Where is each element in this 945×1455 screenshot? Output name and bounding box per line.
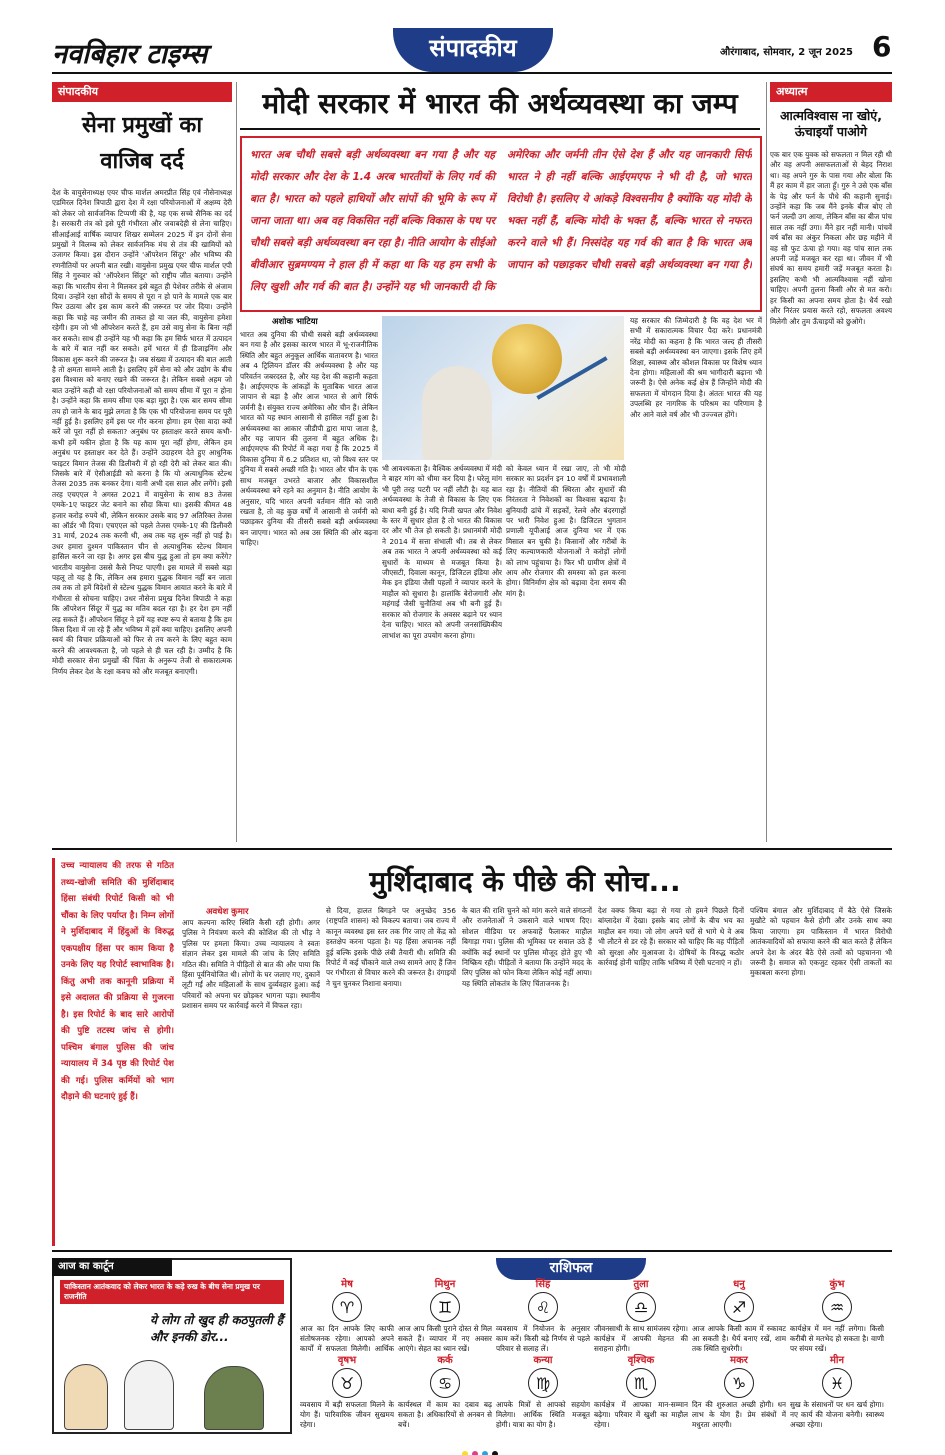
rashi-text: दिन की शुरुआत अच्छी होगी। धन लाभ के योग हैं। प्रेम संबंधों में मधुरता आएगी। [692,1400,786,1429]
zodiac-icon: ♈ [332,1292,362,1322]
lead-col3: को केवल ध्यान में रखा जाए, तो भी मोदी सरकार का प्रदर्शन इन 10 वर्षों में प्रभावशाली रहा है। नीतियों की स्थिरता और सुधारों की निरंतरता ने निवेशकों का विश्वास बढ़ाया है। बुनियादी ढांचे में सड़कों, रेलवे और बंदरगाहों पर भारी निवेश हुआ है। डिजिटल भुगतान प्रणाली यूपीआई आज दुनिया भर में एक मिसाल बन चुकी है। किसानों और गरीबों के लिए कल्याणकारी योजनाओं ने करोड़ों लोगों को लाभ पहुंचाया है। फिर भी ग्रामीण क्षेत्रों में आय और रोजगार की समस्या को हल करना होगा। विनिर्माण क्षेत्र को बढ़ावा देना समय की मांग है। [506,464,626,598]
rashi-card [692,1276,786,1354]
rashi-card [692,1352,786,1430]
rashi-name: मेष [341,1279,353,1290]
lead-pullquote: भारत अब चौथी सबसे बड़ी अर्थव्यवस्था बन गया है और यह मोदी सरकार और देश के 1.4 अरब भारतीयों के लिए गर्व की बात है। भारत को पहले हाथियों और सांपों की भूमि के रूप में जाना जाता था। अब वह विकसित नहीं बल्कि विकास के पथ पर चौथी सबसे बड़ी अर्थव्यवस्था बन रहा है। नीति आयोग के सीईओ बीवीआर सुब्रमण्यम ने हाल ही में कहा था कि यह हम सभी के लिए खुशी और गर्व की बात है। उन्होंने यह भी जानकारी दी कि अमेरिका और जर्मनी तीन ऐसे देश हैं और यह जानकारी सिर्फ भारत ने ही नहीं बल्कि आईएमएफ ने भी दी है, जो भारत विरोधी है। इसलिए ये आंकड़े विश्वसनीय है क्योंकि यह मोदी के भक्त नहीं हैं, बल्कि मोदी के भक्त हैं, बल्कि भारत से नफरत करने वाले भी हैं। निस्संदेह यह गर्व की बात है कि भारत अब जापान को पछाड़कर चौथी सबसे बड़ी अर्थव्यवस्था बन गया है। [250,149,752,293]
right-label: अध्यात्म [770,82,892,102]
sidebar-quote-box [52,858,174,1246]
rashi-name: मकर [730,1355,748,1366]
zodiac-icon: ♊ [430,1292,460,1322]
zodiac-icon: ♑ [724,1368,754,1398]
gold-coin-graphic [492,324,562,394]
second-col2: से दिया, हालत बिगड़ने पर अनुच्छेद 356 (राष्ट्रपति शासन) को विकल्प बताया। जब राज्य में कानून व्यवस्था इस स्तर तक गिर जाए तो केंद्र को हस्तक्षेप करना पड़ता है। यह हिंसा अचानक नहीं हुई बल्कि इसके पीछे लंबी तैयारी थी। समिति की रिपोर्ट में कई चौंकाने वाले तथ्य सामने आए हैं जिन पर गंभीरता से विचार करने की जरूरत है। दंगाइयों ने चुन चुनकर निशाना बनाया। [326,906,456,988]
second-col5: पश्चिम बंगाल और मुर्शिदाबाद में बैठे ऐसे जिसके मुखौटे को पहचान कैसे होगी और उनके साथ क्या किया जाएगा। हम पाकिस्तान में भारत विरोधी आतंकवादियों को सफाया करने की बात करते हैं लेकिन अपने देश के अंदर बैठे ऐसे तत्वों को पहचानना भी जरूरी है। समाज को एकजुट रहकर ऐसी ताकतों का मुकाबला करना होगा। [750,906,892,978]
rashi-name: सिंह [535,1279,551,1290]
cartoon-figure-right [204,1366,264,1430]
zodiac-icon: ♌ [528,1292,558,1322]
lead-pullquote-box [240,136,762,312]
zodiac-icon: ♒ [822,1292,852,1322]
rashi-name: तुला [633,1279,649,1290]
right-divider [766,82,767,842]
second-byline: अवधेश कुमार [206,907,249,917]
second-headline: मुर्शिदाबाद के पीछे की सोच... [369,865,681,898]
rashi-card [300,1276,394,1354]
editorial-label: संपादकीय [52,82,232,102]
bottom-separator [52,1250,892,1252]
rashi-card [790,1352,884,1430]
rashi-text: कार्यस्थल में काम का दबाव बढ़ सकता है। अधिकारियों से अनबन से बचें। [398,1400,492,1429]
zodiac-icon: ♋ [430,1368,460,1398]
rashi-text: व्यवसाय में बड़ी सफलता मिलने के योग हैं। पारिवारिक जीवन सुखमय रहेगा। [300,1400,394,1429]
lead-byline: अशोक भाटिया [272,317,318,327]
rashi-text: कार्यक्षेत्र में आपका मान-सम्मान बढ़ेगा। परिवार में खुशी का माहौल रहेगा। [594,1400,688,1429]
masthead-rule [52,72,892,74]
zodiac-icon: ♍ [528,1368,558,1398]
second-col1: आप कल्पना करिए स्थिति कैसी रही होगी। अगर पुलिस ने नियंत्रण करने की कोशिश की तो भीड़ ने पुलिस पर हमला किया। उच्च न्यायालय ने स्वतः संज्ञान लेकर इस मामले की जांच के लिए समिति गठित की। समिति ने पीड़ितों से बात की और पाया कि हिंसा पूर्वनियोजित थी। लोगों के घर जलाए गए, दुकानें लूटी गईं और महिलाओं के साथ दुर्व्यवहार हुआ। कई परिवारों को अपना घर छोड़कर भागना पड़ा। स्थानीय प्रशासन समय पर कार्रवाई करने में विफल रहा। [182,918,320,1011]
editorial-title: सेना प्रमुखों का वाजिब दर्द [81,113,203,174]
page-number: 6 [872,30,892,63]
masthead [0,0,945,80]
lead-col2: भी आवश्यकता है। वैश्विक अर्थव्यवस्था में मंदी ने बाहर मांग को धीमा कर दिया है। घरेलू मांग भी पूरी तरह पटरी पर नहीं लौटी है। यह बात अर्थव्यवस्था के तेजी से विकास के लिए एक बाधा बनी हुई है। यदि निजी खपत और निवेश के स्तर में सुधार होता है तो भारत की विकास दर और भी तेज हो सकती है। प्रधानमंत्री मोदी ने 2014 में सत्ता संभाली थी। तब से लेकर अब तक भारत ने अपनी अर्थव्यवस्था को कई सुधारों के माध्यम से मजबूत किया है। जीएसटी, दिवाला कानून, डिजिटल इंडिया और मेक इन इंडिया जैसी पहलों ने व्यापार करने के माहौल को सुधारा है। हालांकि बेरोजगारी और महंगाई जैसी चुनौतियां अब भी बनी हुई हैं। सरकार को रोजगार के अवसर बढ़ाने पर ध्यान देना चाहिए। भारत को अपनी जनसांख्यिकीय लाभांश का पूरा उपयोग करना होगा। [382,464,502,640]
rashi-card [496,1276,590,1354]
lead-col4: यह सरकार की जिम्मेदारी है कि वह देश भर में सभी में सकारात्मक विचार पैदा करे। प्रधानमंत्री नरेंद्र मोदी का कहना है कि भारत जल्द ही तीसरी सबसे बड़ी अर्थव्यवस्था बन जाएगा। इसके लिए हमें शिक्षा, स्वास्थ्य और कौशल विकास पर विशेष ध्यान देना होगा। महिलाओं की श्रम भागीदारी बढ़ाना भी जरूरी है। ऐसे अनेक कई क्षेत्र हैं जिन्होंने मोदी की सफलता में योगदान दिया है। अंततः भारत की यह उपलब्धि हर नागरिक के परिश्रम का परिणाम है और आने वाले वर्ष और भी उज्ज्वल होंगे। [630,316,762,419]
second-col3: के बात की राशि चुनने को मांग करने वाले संगठनों और राजनेताओं ने उकसाने वाले भाषण दिए। सोशल मीडिया पर अफवाहें फैलाकर माहौल बिगाड़ा गया। पुलिस की भूमिका पर सवाल उठे हैं क्योंकि कई स्थानों पर पुलिस मौजूद होते हुए भी निष्क्रिय रही। पीड़ितों ने बताया कि उन्होंने मदद के लिए पुलिस को फोन किया लेकिन कोई नहीं आया। यह स्थिति लोकतंत्र के लिए चिंताजनक है। [462,906,592,988]
rashi-name: वृश्चिक [627,1355,655,1366]
rashi-name: कर्क [437,1355,453,1366]
rashi-name: कन्या [533,1355,553,1366]
cartoon-caption: पाकिस्तान आतंकवाद को लेकर भारत के कड़े रुख के बीच सेना प्रमुख पर राजनीति [60,1280,284,1304]
lead-rule [240,128,760,130]
rashi-name: वृषभ [337,1355,357,1366]
rashi-card [398,1352,492,1430]
cartoon-figure-left [64,1364,108,1430]
lead-headline: मोदी सरकार में भारत की अर्थव्यवस्था का जम्प [262,87,738,120]
zodiac-icon: ♓ [822,1368,852,1398]
cartoon-bubble: ये लोग तो खुद ही कठपुतली हैं और इनकी डोर... [150,1313,284,1344]
editorial-body: देश के वायुसेनाध्यक्ष एयर चीफ मार्शल अमरप्रीत सिंह एवं नौसेनाध्यक्ष एडमिरल दिनेश त्रिपाठी द्वारा देश में रक्षा परियोजनाओं में अक्षम्य देरी को लेकर जो सार्वजनिक टिप्पणी की है, यह एक सच्चे सैनिक का दर्द है। सरकारी तंत्र को इसे पूरी गंभीरता और जवाबदेही से लेना चाहिए। सीआईआई वार्षिक व्यापार शिखर सम्मेलन 2025 में इन दोनों सेना प्रमुखों ने विलम्ब को लेकर सार्वजनिक मंच से तंत्र की खामियों को उजागर किया। इस दौरान उन्होंने 'ऑपरेशन सिंदूर' और भविष्य की रणनीतियों पर अपनी बात रखी। वायुसेना प्रमुख एयर चीफ मार्शल एपी सिंह ने गुरुवार को 'ऑपरेशन सिंदूर' को राष्ट्रीय जीत बताया। उन्होंने कहा कि भारतीय सेना ने मिलकर इसे बहुत ही पेशेवर तरीके से अंजाम दिया। उन्होंने रक्षा सौदों के समय से पूरा न हो पाने के मामले एक बार फिर उठाया और इस काम करने की जरूरत पर जोर दिया। उन्होंने कहा कि चाहे वह जमीन की ताकत हो या जल की, वायुसेना हमेशा रहेगी। हम जो भी ऑपरेशन करते हैं, हम उसे वायु सेना के बिना नहीं कर सकते। साथ ही उन्होंने यह भी कहा कि हम सिर्फ भारत में उत्पादन के बारे में बात नहीं कर सकते। हमें भारत में ही डिजाइनिंग और विकास शुरू करने की जरूरत है। जब संख्या में उत्पादन की बात आती है तो क्षमता सामने आती है। इसलिए हमें सेना को और उद्योग के बीच इस विश्वास को बनाए रखने की जरूरत है। लेकिन सबसे अहम जो बात उन्होंने कही वो रक्षा परियोजनाओं को समय सीमा में पूरा न होना है। उन्होंने कहा कि समय सीमा एक बड़ा मुद्दा है। एक बार समय सीमा तय हो जाने के बाद मुझे लगता है कि एक भी परियोजना समय पर पूरी नहीं हुई है। इसलिए हमें इस पर गौर करना होगा। हम ऐसा वादा क्यों करें जो पूरा नहीं हो सकता? अनुबंध पर हस्ताक्षर करते समय कभी-कभी हमें यकीन होता है कि यह काम पूरा नहीं होगा, लेकिन हम अनुबंध पर हस्ताक्षर कर देते हैं। उन्होंने उदाहरण देते हुए आधुनिक फाइटर विमान तेजस की डिलीवरी में हो रही देरी को लेकर बात की। जिसके बारे में ऐसीआईडी को करना है कि यो अत्याधुनिक स्टेल्थ तेजस 2035 तक बनकर देगा। यानी अभी दस साल और लगेंगे। इसी तरह एचएएल ने अगस्त 2021 में वायुसेना के साथ 83 तेजस एमके-1ए फाइटर जेट बनाने का सौदा किया था। इसकी कीमत 48 हजार करोड़ रुपये थी, लेकिन सरकार उसके बाद 97 अतिरिक्त तेजस का ऑर्डर भी दिया। एचएएल को पहले तेजस एमके-1ए की डिलीवरी 31 मार्च, 2024 तक करनी थी, अब तक यह शुरू नहीं हो पाई है। उधर हमारा दुश्मन पाकिस्तान चीन से अत्याधुनिक स्टेल्थ विमान हासिल करने जा रहा है। अगर इस बीच युद्ध हुआ तो हम क्या करेंगे? भारतीय वायुसेना उससे कैसे निपट पाएगी। इस मामले में सबसे बड़ा पहलू तो यह है कि, लेकिन अब हमारा युद्धक विमान नहीं बन जाता तब तक तो हमें विदेशों से स्टेल्थ युद्धक विमान आयात करने के बारे में गंभीरता से सोचना चाहिए। उधर नौसेना प्रमुख दिनेश त्रिपाठी ने कहा कि ऑपरेशन सिंदूर में युद्ध का मतिव बदल रहा है। हर देश हम नहीं लड़ सकते हैं। ऑपरेशन सिंदूर ने हमें यह स्पष्ट रूप से बताया है कि हम किस दिशा में जा रहे हैं और भविष्य में हमें क्या चाहिए। इसलिए अपनी स्वयं की विचार प्रक्रियाओं को फिर से तय करने के लिए बहुत काम करने की आवश्यकता है, जो पहले से ही चल रही है। उम्मीद है कि मोदी सरकार सेना प्रमुखों की चिंता के अनुरूप तेजी से सकारात्मक निर्णय लेकर देश के रक्षा कवच को और मजबूत बनाएगी। [52,188,232,676]
zodiac-icon: ♎ [626,1292,656,1322]
rashifal-grid [300,1266,892,1434]
rashi-text: आज का दिन आपके लिए काफी संतोषजनक रहेगा। आपको अपने कार्यों में सफलता मिलेगी। आर्थिक [300,1324,394,1353]
cartoon-box [52,1258,292,1434]
sidebar-quote: उच्च न्यायालय की तरफ से गठित तथ्य-खोजी समिति की मुर्शिदाबाद हिंसा संबंधी रिपोर्ट किसी को भी चौंका के लिए पर्याप्त है। निम्न लोगों ने मुर्शिदाबाद में हिंदुओं के विरुद्ध एकपक्षीय हिंसा पर काम किया है उनके लिए यह रिपोर्ट स्वाभाविक है। किंतु अभी तक कानूनी प्रक्रिया में इसे अदालत की प्रक्रिया से गुजरना है। इस रिपोर्ट के बाद सारे आरोपों की पुष्टि तटस्थ जांच से होगी। पश्चिम बंगाल पुलिस की जांच न्यायालय में 34 पृष्ठ की रिपोर्ट पेश की गई। पुलिस कर्मियों को भाग दौड़ाने की घटनाएं हुई हैं। [61,861,174,1102]
rashi-card [594,1352,688,1430]
rashi-card [594,1276,688,1354]
person-silhouette [422,366,492,460]
cartoon-figure-center [124,1360,174,1430]
right-title: आत्मविश्वास ना खोएं, ऊंचाइयाँ पाओगे [780,108,882,139]
right-body: एक बार एक युवक को सफलता न मिल रही थी और वह अपनी असफलताओं से बेहद निराश था। वह अपने गुरु के पास गया और बोला कि मैं हर काम में हार जाता हूँ। गुरु ने उसे एक बाँस के पेड़ और फर्न के पौधे की कहानी सुनाई। उन्होंने कहा कि जब मैंने इनके बीज बोए तो फर्न जल्दी उग आया, लेकिन बाँस का बीज पांच साल तक नहीं उगा। मैंने हार नहीं मानी। पांचवें वर्ष बाँस का अंकुर निकला और छह महीने में वह सौ फुट ऊंचा हो गया। वह पांच साल तक अपनी जड़ें मजबूत कर रहा था। जीवन में भी संघर्ष का समय हमारी जड़ें मजबूत करता है। इसलिए कभी भी आत्मविश्वास नहीं खोना चाहिए। अपनी तुलना किसी और से मत करो। हर किसी का अपना समय होता है। धैर्य रखो और निरंतर प्रयास करते रहो, सफलता अवश्य मिलेगी और तुम ऊँचाइयों को छुओगे। [770,150,892,326]
lead-col1: भारत अब दुनिया की चौथी सबसे बड़ी अर्थव्यवस्था बन गया है और इसका कारण भारत में भू-राजनीतिक स्थिति और बहुत अनुकूल आर्थिक वातावरण है। भारत अब 4 ट्रिलियन डॉलर की अर्थव्यवस्था है और यह परिवर्तन जबरदस्त है, और यह देश की कहानी कहता है। आईएमएफ के आंकड़ों के मुताबिक भारत आज जापान से बड़ा है और आज भारत से आगे सिर्फ जर्मनी है। संयुक्त राज्य अमेरिका और चीन हैं। लेकिन भारत को यह स्थान आसानी से हासिल नहीं हुआ है। अर्थव्यवस्था का आकार जीडीपी द्वारा मापा जाता है, और यह जापान की तुलना में बहुत अधिक है। आईएमएफ की रिपोर्ट में कहा गया है कि 2025 में विकास दुनिया में 6.2 प्रतिशत था, जो विश्व स्तर पर दुनिया में सबसे अच्छी गति है। भारत और चीन के एक साथ मजबूत उभरते बाजार और विकासशील अर्थव्यवस्था बने रहने का अनुमान है। नीति आयोग के अनुसार, यदि भारत अपनी वर्तमान नीति को जारी रखता है, तो वह कुछ वर्षों में आसानी से जर्मनी को पछाड़कर दुनिया की तीसरी सबसे बड़ी अर्थव्यवस्था बन जाएगा। भारत को अब उस स्थिति की ओर बढ़ना चाहिए। [240,330,378,548]
rashi-name: कुंभ [829,1279,845,1290]
rashi-name: मिथुन [434,1279,456,1290]
second-col4: देश वक्फ किया बढ़ा से गया तो हमने पिछले दिनों बांग्लादेश में देखा। इसके बाद लोगों के बीच भय का माहौल बन गया। जो लोग अपने घरों से भागे थे वे अब भी लौटने से डर रहे हैं। सरकार को चाहिए कि वह पीड़ितों को सुरक्षा और मुआवजा दे। दोषियों के विरुद्ध कठोर कार्रवाई होनी चाहिए ताकि भविष्य में ऐसी घटनाएं न हों। [598,906,744,968]
dateline: औरंगाबाद, सोमवार, 2 जून 2025 [720,47,854,58]
rashi-text: जीवनसाथी के साथ सामंजस्य रहेगा। कार्यक्षेत्र में आपकी मेहनत की सराहना होगी। [594,1324,688,1353]
rashi-name: मीन [829,1355,845,1366]
section-pill: संपादकीय [393,28,553,72]
print-registration-dots [440,1442,520,1450]
lead-photo [382,316,624,460]
zodiac-icon: ♉ [332,1368,362,1398]
rashi-text: सुख के संसाधनों पर धन खर्च होगा। नए कार्य की योजना बनेगी। स्वास्थ्य अच्छा रहेगा। [790,1400,884,1429]
rashi-name: धनु [733,1279,745,1290]
rashi-text: आज आपके किसी काम में रुकावट आ सकती है। धैर्य बनाए रखें, शाम तक स्थिति सुधरेगी। [692,1324,786,1353]
rashi-text: आपके मित्रों से आपको सहयोग मिलेगा। आर्थिक स्थिति मजबूत होगी। यात्रा का योग है। [496,1400,590,1429]
rashi-card [496,1352,590,1430]
paper-name: नवबिहार टाइम्स [52,39,208,70]
rashi-text: आज आप किसी पुराने दोस्त से मिल सकते हैं। व्यापार में नए अवसर आएंगे। सेहत का ध्यान रखें। [398,1324,492,1353]
rashi-card [300,1352,394,1430]
rashifal-section [300,1258,892,1434]
section-separator [52,848,892,850]
editorial-divider [236,82,237,842]
zodiac-icon: ♏ [626,1368,656,1398]
rashi-text: व्यवसाय में नियोजन के अनुसार काम करें। किसी बड़े निर्णय से पहले परिवार से सलाह लें। [496,1324,590,1353]
rashi-card [398,1276,492,1354]
rashi-text: कार्यक्षेत्र में मन नहीं लगेगा। किसी करीबी से मतभेद हो सकता है। वाणी पर संयम रखें। [790,1324,884,1353]
rashifal-title: राशिफल [496,1258,646,1280]
rashi-card [790,1276,884,1354]
zodiac-icon: ♐ [724,1292,754,1322]
cartoon-label: आज का कार्टून [52,1258,172,1276]
